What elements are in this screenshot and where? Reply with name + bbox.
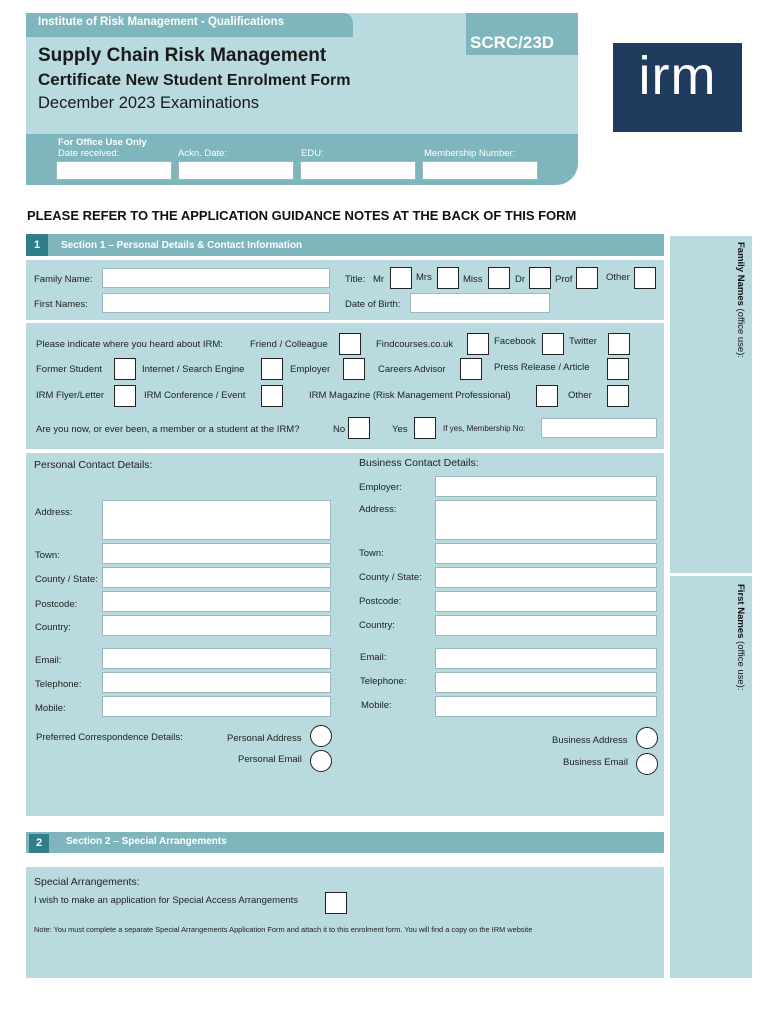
personal-email-option-label: Personal Email — [238, 754, 302, 765]
findcourses-checkbox[interactable] — [467, 333, 489, 355]
business-telephone-label: Telephone: — [360, 676, 407, 687]
form-code: SCRC/23D — [470, 33, 555, 52]
business-email-label: Email: — [360, 652, 387, 663]
personal-telephone-label: Telephone: — [35, 679, 82, 690]
personal-town-label: Town: — [35, 550, 60, 561]
title-miss-checkbox[interactable] — [488, 267, 510, 289]
careers-advisor-label: Careers Advisor — [378, 364, 446, 375]
personal-address-field[interactable] — [102, 500, 331, 540]
irm-flyer-label: IRM Flyer/Letter — [36, 390, 105, 401]
section2-title: Section 2 – Special Arrangements — [66, 836, 227, 847]
business-town-label: Town: — [359, 548, 384, 559]
office-ackn-date-label: Ackn. Date: — [178, 148, 228, 159]
twitter-label: Twitter — [569, 336, 597, 347]
personal-email-field[interactable] — [102, 648, 331, 669]
member-question: Are you now, or ever been, a member or a student at the IRM? — [36, 424, 300, 435]
title-mrs-checkbox[interactable] — [437, 267, 459, 289]
header-tag: Institute of Risk Management - Qualifications — [38, 16, 285, 28]
title-mr-checkbox[interactable] — [390, 267, 412, 289]
personal-mobile-field[interactable] — [102, 696, 331, 717]
special-access-request-label: I wish to make an application for Special Access Arrangements — [34, 895, 299, 906]
internet-label: Internet / Search Engine — [142, 364, 245, 375]
former-student-label: Former Student — [36, 364, 102, 375]
family-names-office-label: Family Names (office use): — [735, 242, 746, 359]
title-miss-label: Miss — [463, 274, 483, 285]
personal-email-radio[interactable] — [310, 750, 332, 772]
business-employer-field[interactable] — [435, 476, 657, 497]
personal-address-label: Address: — [35, 507, 73, 518]
irm-logo — [613, 43, 742, 132]
personal-postcode-field[interactable] — [102, 591, 331, 612]
guidance-notice: PLEASE REFER TO THE APPLICATION GUIDANCE NOTES AT THE BACK OF THIS FORM — [27, 208, 577, 223]
special-access-checkbox[interactable] — [325, 892, 347, 914]
business-postcode-field[interactable] — [435, 591, 657, 612]
irm-flyer-checkbox[interactable] — [114, 385, 136, 407]
business-address-option-label: Business Address — [552, 735, 628, 746]
irm-conference-checkbox[interactable] — [261, 385, 283, 407]
business-email-option-label: Business Email — [563, 757, 628, 768]
business-county-field[interactable] — [435, 567, 657, 588]
personal-mobile-label: Mobile: — [35, 703, 66, 714]
personal-county-label: County / State: — [35, 574, 98, 585]
membership-no-label: If yes, Membership No: — [443, 424, 526, 433]
first-names-label: First Names: — [34, 299, 88, 310]
irm-magazine-label: IRM Magazine (Risk Management Professional) — [309, 390, 511, 401]
personal-county-field[interactable] — [102, 567, 331, 588]
business-employer-label: Employer: — [359, 482, 402, 493]
membership-no-field[interactable] — [541, 418, 657, 438]
business-address-field[interactable] — [435, 500, 657, 540]
business-telephone-field[interactable] — [435, 672, 657, 693]
dob-field[interactable] — [410, 293, 550, 313]
special-arrangements-heading: Special Arrangements: — [34, 876, 140, 888]
section1-title: Section 1 – Personal Details & Contact Information — [61, 240, 303, 251]
careers-advisor-checkbox[interactable] — [460, 358, 482, 380]
business-address-label: Address: — [359, 504, 397, 515]
section2-number: 2 — [29, 834, 49, 853]
office-side-divider — [670, 573, 752, 576]
employer-option-checkbox[interactable] — [343, 358, 365, 380]
twitter-checkbox[interactable] — [608, 333, 630, 355]
employer-option-label: Employer — [290, 364, 331, 375]
title-other-checkbox[interactable] — [634, 267, 656, 289]
former-student-checkbox[interactable] — [114, 358, 136, 380]
family-name-field[interactable] — [102, 268, 330, 288]
title-label: Title: — [345, 274, 366, 285]
exam-session: December 2023 Examinations — [38, 94, 260, 112]
section1-number: 1 — [26, 234, 48, 256]
business-mobile-label: Mobile: — [361, 700, 392, 711]
member-yes-checkbox[interactable] — [414, 417, 436, 439]
office-date-received-field[interactable] — [56, 161, 172, 180]
personal-country-label: Country: — [35, 622, 71, 633]
friend-colleague-label: Friend / Colleague — [250, 339, 328, 350]
first-names-field[interactable] — [102, 293, 330, 313]
family-name-label: Family Name: — [34, 274, 93, 285]
office-edu-field[interactable] — [300, 161, 416, 180]
findcourses-label: Findcourses.co.uk — [376, 339, 454, 350]
office-title: For Office Use Only — [58, 137, 147, 148]
facebook-label: Facebook — [494, 336, 536, 347]
special-arrangements-note: Note: You must complete a separate Special Arrangements Application Form and attach it to this enrolment form. You will find a copy on the IRM website — [34, 925, 533, 934]
office-edu-label: EDU: — [301, 148, 324, 159]
press-release-checkbox[interactable] — [607, 358, 629, 380]
other-source-label: Other — [568, 390, 592, 401]
office-membership-field[interactable] — [422, 161, 538, 180]
business-county-label: County / State: — [359, 572, 422, 583]
press-release-label: Press Release / Article — [494, 362, 590, 373]
irm-magazine-checkbox[interactable] — [536, 385, 558, 407]
business-email-radio[interactable] — [636, 753, 658, 775]
friend-colleague-checkbox[interactable] — [339, 333, 361, 355]
business-postcode-label: Postcode: — [359, 596, 402, 607]
office-date-received-label: Date received: — [58, 148, 120, 159]
member-yes-label: Yes — [392, 424, 408, 435]
facebook-checkbox[interactable] — [542, 333, 564, 355]
title-other-label: Other — [606, 272, 630, 283]
business-contact-heading: Business Contact Details: — [359, 457, 479, 469]
business-mobile-field[interactable] — [435, 696, 657, 717]
personal-address-option-label: Personal Address — [227, 733, 302, 744]
office-membership-label: Membership Number: — [424, 148, 516, 159]
personal-postcode-label: Postcode: — [35, 599, 78, 610]
heard-about-prompt: Please indicate where you heard about IRM: — [36, 339, 223, 350]
business-town-field[interactable] — [435, 543, 657, 564]
form-title: Supply Chain Risk Management — [38, 45, 327, 66]
personal-address-radio[interactable] — [310, 725, 332, 747]
personal-telephone-field[interactable] — [102, 672, 331, 693]
business-email-field[interactable] — [435, 648, 657, 669]
title-prof-label: Prof — [555, 274, 573, 285]
office-ackn-date-field[interactable] — [178, 161, 294, 180]
other-source-checkbox[interactable] — [607, 385, 629, 407]
preferred-correspondence-label: Preferred Correspondence Details: — [36, 732, 183, 743]
dob-label: Date of Birth: — [345, 299, 401, 310]
business-address-radio[interactable] — [636, 727, 658, 749]
title-mrs-label: Mrs — [416, 272, 432, 283]
member-no-checkbox[interactable] — [348, 417, 370, 439]
personal-email-label: Email: — [35, 655, 62, 666]
title-dr-checkbox[interactable] — [529, 267, 551, 289]
irm-logo-text: irm — [638, 46, 717, 106]
title-prof-checkbox[interactable] — [576, 267, 598, 289]
first-names-office-label: First Names (office use): — [735, 584, 746, 691]
member-no-label: No — [333, 424, 346, 435]
personal-town-field[interactable] — [102, 543, 331, 564]
personal-country-field[interactable] — [102, 615, 331, 636]
business-country-field[interactable] — [435, 615, 657, 636]
business-country-label: Country: — [359, 620, 395, 631]
title-dr-label: Dr — [515, 274, 526, 285]
irm-conference-label: IRM Conference / Event — [144, 390, 246, 401]
internet-checkbox[interactable] — [261, 358, 283, 380]
personal-contact-heading: Personal Contact Details: — [34, 459, 153, 471]
form-subtitle: Certificate New Student Enrolment Form — [38, 70, 351, 89]
title-mr-label: Mr — [373, 274, 385, 285]
